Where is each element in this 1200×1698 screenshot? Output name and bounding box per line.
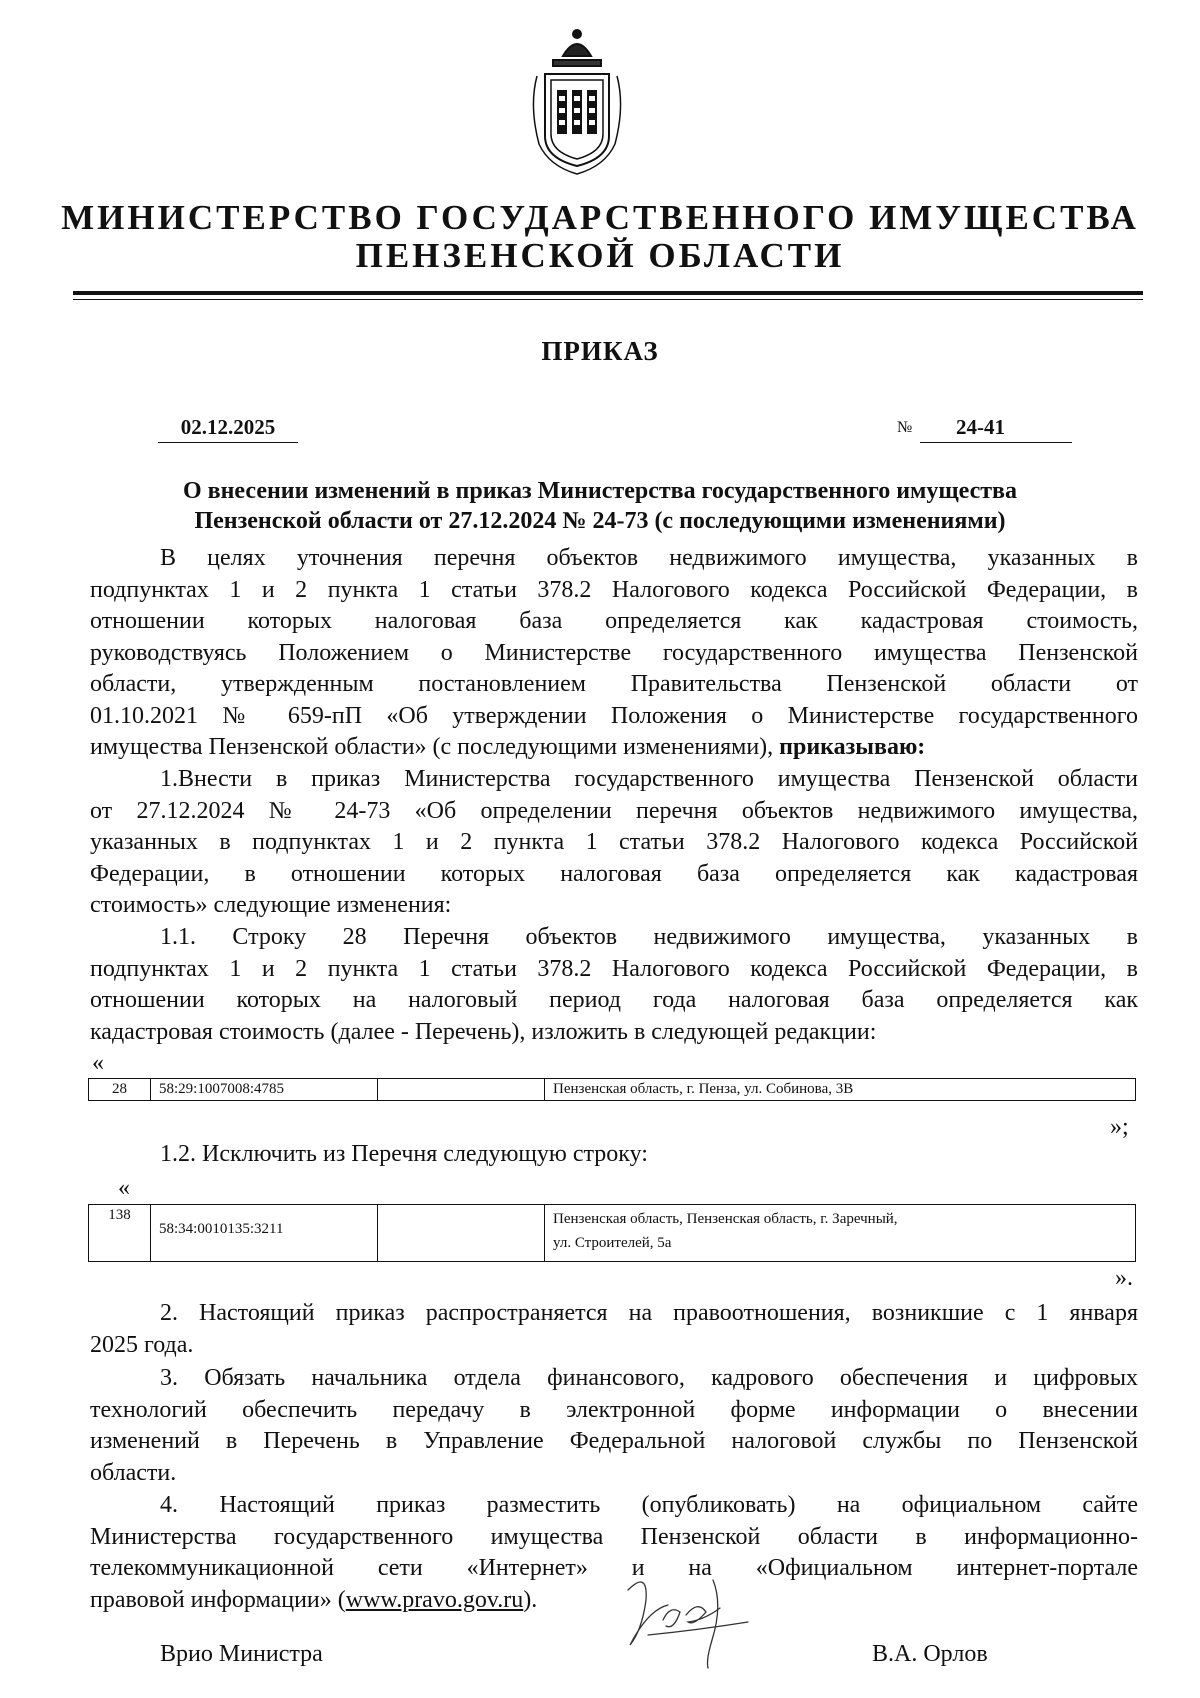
p3-line-2: технологий обеспечить передачу в электронной форме информации о внесении: [90, 1396, 1138, 1423]
cadastral-number: 58:34:0010135:3211: [151, 1205, 378, 1262]
ministry-name-line2: ПЕНЗЕНСКОЙ ОБЛАСТИ: [355, 236, 845, 275]
document-date: 02.12.2025: [158, 415, 298, 443]
intro-line-7: [90, 732, 1138, 764]
p1-line-2: от 27.12.2024 № 24-73 «Об определении перечня объектов недвижимого имущества,: [90, 797, 1138, 824]
quote-open-2: «: [118, 1175, 130, 1201]
p1-line-4: Федерации, в отношении которых налоговая база определяется как кадастровая: [90, 860, 1138, 887]
table-row-28: [88, 1078, 1136, 1101]
p3-line-4: области.: [90, 1459, 177, 1486]
p11-line-1: 1.1. Строку 28 Перечня объектов недвижимого имущества, указанных в: [160, 924, 1138, 950]
p2-line-1: 2. Настоящий приказ распространяется на правоотношения, возникшие с 1 января: [160, 1300, 1138, 1326]
p11-line-3: отношении которых на налоговый период года налоговая база определяется как: [90, 987, 1138, 1013]
p1-line-3: указанных в подпунктах 1 и 2 пункта 1 статьи 378.2 Налогового кодекса Российской: [90, 829, 1138, 855]
document-number: 24-41: [920, 415, 1072, 443]
p3-line-3: изменений в Перечень в Управление Федеральной налоговой службы по Пензенской: [90, 1428, 1138, 1454]
table-row: [89, 1205, 1136, 1262]
handwritten-signature-icon: [608, 1560, 758, 1670]
object-address: Пензенская область, г. Пенза, ул. Собинова, 3В: [545, 1079, 1136, 1101]
document-subject: [0, 476, 1200, 536]
intro-line-3: отношении которых налоговая база определяется как кадастровая стоимость,: [90, 608, 1138, 634]
row-number: 138: [89, 1205, 151, 1262]
quote-close-period: ».: [1115, 1265, 1133, 1291]
intro-line-4: руководствуясь Положением о Министерстве государственного имущества Пензенской: [90, 639, 1138, 666]
intro-bold-word: приказываю:: [779, 734, 926, 760]
subject-line1: О внесении изменений в приказ Министерства государственного имущества: [182, 478, 1018, 504]
p4-line-3: телекоммуникационной сети «Интернет» и на «Официальном интернет-портале: [90, 1555, 1138, 1581]
coat-of-arms-icon: [523, 26, 631, 176]
p11-line-4: кадастровая стоимость (далее - Перечень), изложить в следующей редакции:: [90, 1018, 877, 1045]
number-sign: №: [897, 419, 913, 436]
pravo-gov-link[interactable]: www.pravo.gov.ru: [345, 1586, 524, 1613]
subject-line2: Пензенской области от 27.12.2024 № 24-73 (с последующими изменениями): [194, 508, 1006, 534]
signatory-name: В.А. Орлов: [872, 1641, 988, 1667]
header-divider-thick: [73, 291, 1143, 295]
intro-line-2: подпунктах 1 и 2 пункта 1 статьи 378.2 Налогового кодекса Российской Федерации, в: [90, 576, 1138, 603]
quote-close-semicolon: »;: [1110, 1114, 1129, 1140]
object-address: [545, 1205, 1136, 1262]
document-type: ПРИКАЗ: [541, 336, 659, 366]
p4-last-suffix: ).: [523, 1586, 538, 1613]
p2-line-2: 2025 года.: [90, 1331, 194, 1358]
p3-line-1: 3. Обязать начальника отдела финансового, кадрового обеспечения и цифровых: [160, 1365, 1138, 1391]
p4-last-prefix: правовой информации» (: [90, 1586, 346, 1613]
address-line2: ул. Строителей, 5а: [553, 1235, 672, 1251]
empty-cell: [378, 1079, 545, 1101]
paragraph-1-2: 1.2. Исключить из Перечня следующую строку:: [160, 1141, 648, 1167]
intro-line-1: В целях уточнения перечня объектов недвижимого имущества, указанных в: [160, 545, 1138, 571]
p4-line-2: Министерства государственного имущества Пензенской области в информационно-: [90, 1523, 1138, 1550]
cadastral-number: 58:29:1007008:4785: [151, 1079, 378, 1101]
p11-line-2: подпунктах 1 и 2 пункта 1 статьи 378.2 Налогового кодекса Российской Федерации, в: [90, 955, 1138, 982]
p1-line-5: стоимость» следующие изменения:: [90, 892, 452, 918]
header-divider-thin: [73, 299, 1143, 300]
p1-line-1: 1.Внести в приказ Министерства государственного имущества Пензенской области: [160, 766, 1138, 792]
quote-open-1: «: [92, 1050, 104, 1076]
intro-line-6: 01.10.2021 № 659-пП «Об утверждении Положения о Министерстве государственного: [90, 702, 1138, 729]
address-line1: Пензенская область, Пензенская область, г. Заречный,: [553, 1211, 898, 1227]
row-number: 28: [89, 1079, 151, 1101]
intro-last-text: имущества Пензенской области» (с последующими изменениями),: [90, 734, 774, 760]
table-row: [89, 1079, 1136, 1101]
ministry-name-line1: МИНИСТЕРСТВО ГОСУДАРСТВЕННОГО ИМУЩЕСТВА: [61, 198, 1139, 237]
signatory-position: Врио Министра: [160, 1641, 323, 1667]
intro-line-5: области, утвержденным постановлением Правительства Пензенской области от: [90, 671, 1138, 697]
empty-cell: [378, 1205, 545, 1262]
p4-line-1: 4. Настоящий приказ разместить (опубликовать) на официальном сайте: [160, 1492, 1138, 1518]
table-row-138: [88, 1204, 1136, 1262]
